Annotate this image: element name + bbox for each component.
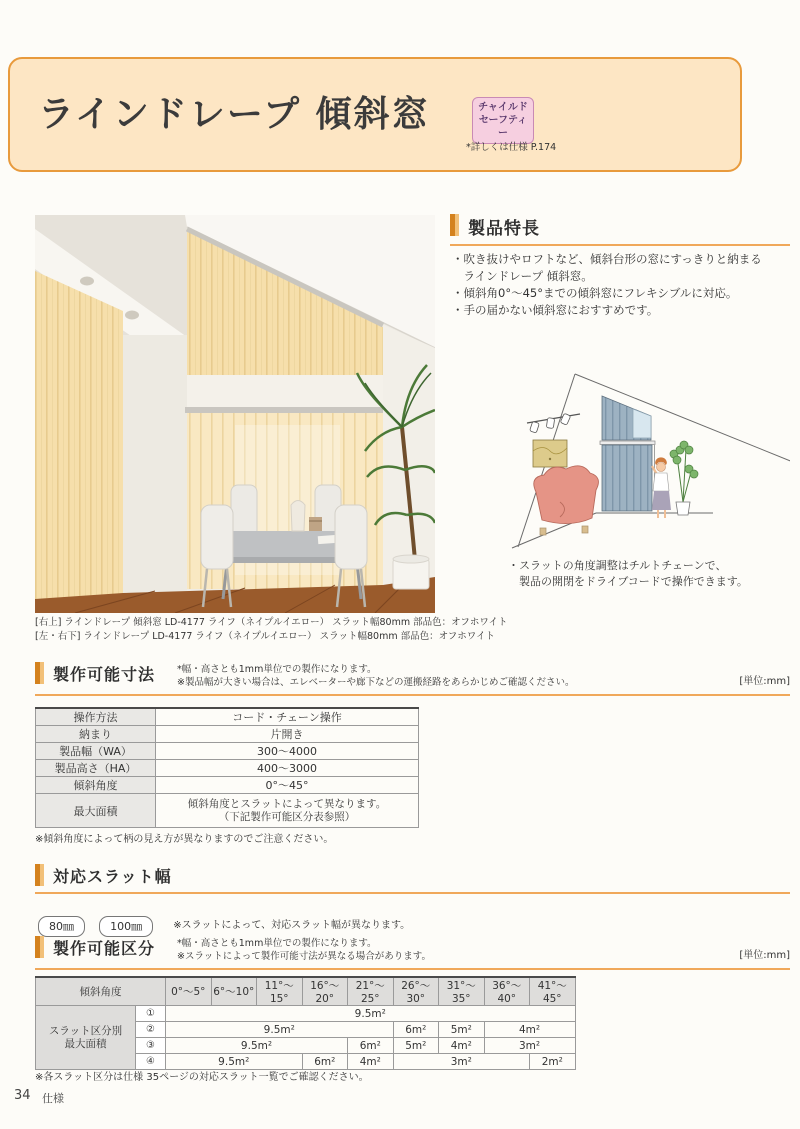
area-cell: 9.5m²	[166, 1038, 348, 1054]
area-cell: 9.5m²	[166, 1022, 394, 1038]
footer-section-label: 仕様	[42, 1092, 64, 1105]
angle-col: 31°〜35°	[439, 977, 485, 1006]
dimensions-footnote: ※傾斜角度によって柄の見え方が異なりますのでご注意ください。	[35, 834, 334, 845]
row-group-label: スラット区分別 最大面積	[36, 1006, 136, 1070]
child-safety-badge	[472, 97, 534, 144]
production-section-header	[35, 936, 790, 970]
area-cell: 3m²	[484, 1038, 575, 1054]
slat-width-note: ※スラットによって、対応スラット幅が異なります。	[173, 920, 411, 931]
row-label: 傾斜角度	[36, 777, 156, 794]
page-title: ラインドレープ 傾斜窓	[38, 94, 430, 135]
section-accent-bar	[35, 662, 44, 684]
section-accent-bar	[450, 214, 459, 236]
slat-class-number: ①	[136, 1006, 166, 1022]
illustration-caption	[508, 558, 748, 590]
features-section-header	[450, 214, 790, 246]
angle-col: 0°〜5°	[166, 977, 212, 1006]
table-row	[36, 743, 419, 760]
feature-bullet: ・手の届かない傾斜窓におすすめです。	[452, 303, 659, 317]
feature-bullet: ラインドレープ 傾斜窓。	[452, 269, 593, 283]
production-note2: ※スラットによって製作可能寸法が異なる場合があります。	[177, 951, 432, 962]
table-row	[36, 1006, 576, 1022]
dimensions-notes	[177, 662, 574, 689]
illustration-caption-line1: ・スラットの角度調整はチルトチェーンで、	[508, 559, 727, 572]
row-value: 片開き	[156, 726, 419, 743]
child-safety-badge-line1: チャイルド	[478, 102, 528, 113]
slat-class-number: ④	[136, 1054, 166, 1070]
area-cell: 9.5m²	[166, 1006, 576, 1022]
slat-class-number: ③	[136, 1038, 166, 1054]
area-cell: 6m²	[302, 1054, 348, 1070]
row-label: 最大面積	[36, 794, 156, 828]
page-number: 34	[14, 1088, 31, 1103]
section-accent-bar	[35, 864, 44, 886]
area-cell: 4m²	[439, 1038, 485, 1054]
area-cell: 5m²	[439, 1022, 485, 1038]
unit-label: [単位:mm]	[739, 950, 790, 961]
area-cell: 4m²	[484, 1022, 575, 1038]
section-accent-bar	[35, 936, 44, 958]
row-value-line1: 傾斜角度とスラットによって異なります。	[187, 797, 387, 810]
child-safety-badge-line2: セーフティー	[478, 115, 528, 139]
features-bullets	[452, 251, 762, 319]
slat-width-pill-100mm: 100㎜	[99, 916, 153, 937]
illustration-caption-line2: 製品の開閉をドライブコードで操作できます。	[508, 575, 748, 588]
angle-col: 26°〜30°	[393, 977, 439, 1006]
dimensions-note1: *幅・高さとも1mm単位での製作になります。	[177, 664, 377, 675]
slat-width-options	[38, 915, 410, 937]
angle-col: 6°〜10°	[211, 977, 257, 1006]
photo-caption-line1: [右上] ラインドレープ 傾斜窓 LD-4177 ライフ（ネイプルイエロー） スラット幅80mm 部品色：オフホワイト	[35, 617, 508, 628]
angle-col: 16°〜20°	[302, 977, 348, 1006]
table-row	[36, 760, 419, 777]
room-photo-art	[35, 215, 435, 613]
row-value-line2: （下記製作可能区分表参照）	[218, 810, 356, 823]
dimensions-section-header	[35, 662, 790, 696]
table-row	[36, 726, 419, 743]
row-value: 0°〜45°	[156, 777, 419, 794]
area-cell: 2m²	[530, 1054, 576, 1070]
angle-col: 11°〜15°	[257, 977, 303, 1006]
badge-note: *詳しくは仕様 P.174	[466, 142, 557, 153]
slat-class-number: ②	[136, 1022, 166, 1038]
feature-bullet: ・傾斜角0°〜45°までの傾斜窓にフレキシブルに対応。	[452, 286, 738, 300]
table-row	[36, 777, 419, 794]
room-illustration	[500, 352, 790, 552]
row-label: 製品高さ（HA）	[36, 760, 156, 777]
unit-label: [単位:mm]	[739, 676, 790, 687]
area-cell: 5m²	[393, 1038, 439, 1054]
production-note1: *幅・高さとも1mm単位での製作になります。	[177, 938, 377, 949]
row-label: 製品幅（WA）	[36, 743, 156, 760]
production-table	[35, 976, 576, 1070]
area-cell: 3m²	[393, 1054, 530, 1070]
room-photo	[35, 215, 435, 613]
production-notes	[177, 936, 431, 963]
angle-col: 36°〜40°	[484, 977, 530, 1006]
row-value: コード・チェーン操作	[156, 708, 419, 726]
production-title: 製作可能区分	[53, 939, 156, 958]
slat-width-pill-80mm: 80㎜	[38, 916, 85, 937]
area-cell: 6m²	[348, 1038, 394, 1054]
row-value	[156, 794, 419, 828]
row-label: 納まり	[36, 726, 156, 743]
area-cell: 4m²	[348, 1054, 394, 1070]
room-illustration-art	[500, 352, 790, 552]
row-value: 400〜3000	[156, 760, 419, 777]
row-label: 操作方法	[36, 708, 156, 726]
table-row	[36, 794, 419, 828]
dimensions-table	[35, 707, 419, 828]
angle-col: 21°〜25°	[348, 977, 394, 1006]
feature-bullet: ・吹き抜けやロフトなど、傾斜台形の窓にすっきりと納まる	[452, 252, 762, 266]
table-header-row	[36, 977, 576, 1006]
corner-label: 傾斜角度	[36, 977, 166, 1006]
features-title: 製品特長	[468, 219, 540, 239]
slat-width-section-header	[35, 864, 790, 894]
photo-caption-line2: [左・右下] ラインドレープ LD-4177 ライフ（ネイプルイエロー） スラット幅80mm 部品色：オフホワイト	[35, 631, 496, 642]
row-value: 300〜4000	[156, 743, 419, 760]
area-cell: 9.5m²	[166, 1054, 303, 1070]
dimensions-note2: ※製品幅が大きい場合は、エレベーターや廊下などの運搬経路をあらかじめご確認ください。	[177, 677, 575, 688]
area-cell: 6m²	[393, 1022, 439, 1038]
production-footnote: ※各スラット区分は仕様 35ページの対応スラット一覧でご確認ください。	[35, 1072, 369, 1083]
slat-width-title: 対応スラット幅	[53, 867, 172, 886]
table-row	[36, 708, 419, 726]
angle-col: 41°〜45°	[530, 977, 576, 1006]
dimensions-title: 製作可能寸法	[53, 665, 156, 684]
